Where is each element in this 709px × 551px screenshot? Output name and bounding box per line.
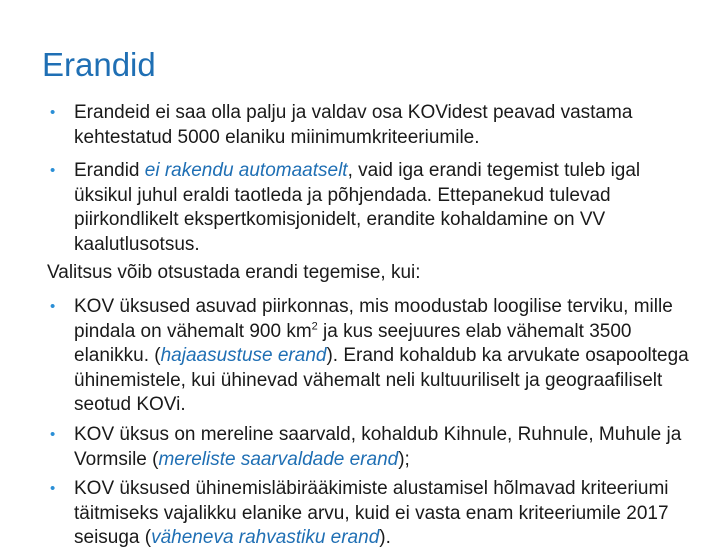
bullet-text: ja kus seejuures elab vähemalt 3500 elanikku. ( (74, 320, 632, 366)
emphasis-text: mereliste saarvaldade erand (158, 448, 399, 470)
emphasis-text: hajaasustuse erand (160, 345, 327, 366)
list-item (0, 295, 709, 418)
emphasis-text: ei rakendu automaatselt (144, 160, 348, 181)
bullet-text: ). Erand kohaldub ka arvukate osapooltega ühinemistele, kui ühinevad vähemalt neli kultuuriliselt ja geograafiliselt seotud KOVi. (74, 345, 689, 415)
superscript: 2 (311, 320, 318, 333)
bullet-icon: • (50, 298, 56, 315)
bullet-icon: • (50, 480, 56, 497)
list-item (0, 423, 709, 472)
bullet-icon: • (50, 426, 56, 443)
page-title: Erandid (42, 46, 156, 83)
bullet-text: KOV üksused asuvad piirkonnas, mis moodustab loogilise terviku, mille pindala on vähemalt 900 km (74, 296, 673, 342)
list-item (0, 101, 709, 150)
condition-list (0, 295, 709, 418)
bullet-text: Erandeid ei saa olla palju ja valdav osa KOVidest peavad vastama kehtestatud 5000 elaniku miinimumkriteeriumile. (74, 102, 633, 148)
list-item (0, 477, 709, 551)
list-item (0, 159, 709, 257)
bullet-list-2 (0, 159, 709, 257)
condition-list-2 (0, 423, 709, 472)
bullet-text: , vaid iga erandi tegemist tuleb igal üksikul juhul eraldi taotleda ja põhjendada. Ettepanekud tulevad piirkondlikelt ekspertkomisjonidelt, erandite kohaldamine on VV kaalutlusotsus. (74, 160, 641, 255)
bullet-icon: • (50, 104, 56, 121)
bullet-text: Erandid (74, 160, 145, 181)
bullet-text: KOV üksused ühinemisläbirääkimiste alustamisel hõlmavad kriteeriumi täitmiseks vajalikku elanike arvu, kuid ei vasta enam kriteeriumile 2017 seisuga ( (74, 478, 669, 548)
emphasis-text: väheneva rahvastiku erand (151, 527, 380, 548)
intro-text: Valitsus võib otsustada erandi tegemise, kui: (47, 262, 421, 283)
bullet-list (0, 101, 709, 150)
condition-list-3 (0, 477, 709, 551)
bullet-text: KOV üksus on mereline saarvald, kohaldub Kihnule, Ruhnule, Muhule ja Vormsile ( (74, 424, 682, 470)
bullet-text: ). (379, 527, 391, 548)
bullet-icon: • (50, 162, 56, 179)
bullet-text: ); (398, 448, 410, 470)
